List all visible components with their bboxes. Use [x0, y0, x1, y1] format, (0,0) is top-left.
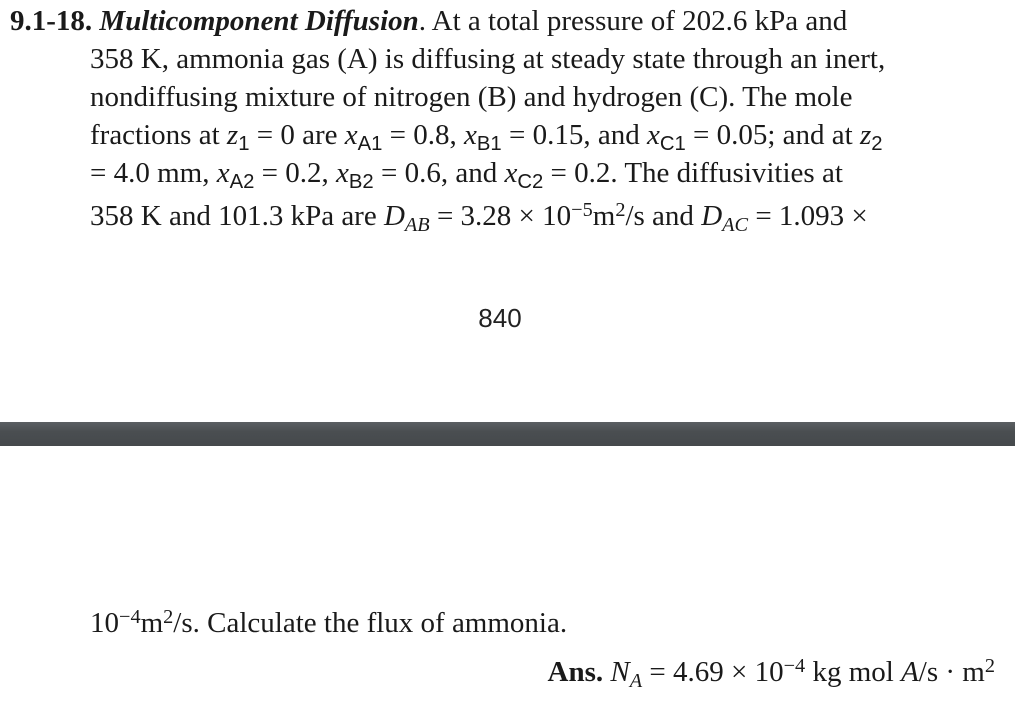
text-run: = 1.093 × — [748, 200, 868, 232]
subscript: B1 — [476, 133, 502, 156]
subscript: A1 — [357, 133, 383, 156]
text-run: = 0 are — [249, 119, 345, 151]
problem-line-6 — [10, 192, 1000, 240]
text-run: 358 K and 101.3 kPa are — [90, 200, 384, 232]
problem-line-3: nondiffusing mixture of nitrogen (B) and hydrogen (C). The mole — [90, 81, 853, 113]
text-run: = 0.15, and — [501, 119, 647, 151]
subscript: AB — [404, 214, 430, 237]
continuation-line — [90, 607, 567, 640]
exponent: −4 — [119, 605, 141, 628]
problem-line-2: 358 K, ammonia gas (A) is diffusing at steady state through an inert, — [90, 43, 886, 75]
problem-title: Multicomponent Diffusion — [99, 5, 419, 37]
subscript: B2 — [348, 171, 374, 194]
var-x: x — [504, 157, 518, 189]
text-run: = 0.05; and at — [685, 119, 860, 151]
problem-line-1-text: . At a total pressure of 202.6 kPa and — [418, 5, 848, 37]
text-run: /s · m — [918, 656, 985, 688]
var-x: x — [344, 119, 358, 151]
text-run: m — [592, 200, 616, 232]
problem-line-1 — [10, 2, 1000, 40]
subscript: C1 — [659, 133, 686, 156]
var-z: z — [859, 119, 872, 151]
answer-label: Ans. — [547, 656, 604, 688]
text-run: 10 — [90, 607, 119, 639]
page-break-bar — [0, 422, 1015, 446]
subscript: C2 — [517, 171, 544, 194]
text-run: = 4.69 × 10 — [642, 656, 784, 688]
text-run: = 0.8, — [382, 119, 465, 151]
subscript: 1 — [238, 133, 250, 156]
text-run: = 4.0 mm, — [90, 157, 217, 189]
text-run: m — [140, 607, 164, 639]
exponent: 2 — [615, 198, 626, 221]
problem-statement — [10, 2, 1000, 240]
text-run: = 0.2, — [254, 157, 337, 189]
var-d: D — [383, 200, 405, 232]
var-n: N — [610, 656, 630, 688]
page-number: 840 — [478, 303, 522, 333]
var-x: x — [646, 119, 660, 151]
var-x: x — [216, 157, 230, 189]
var-x: x — [336, 157, 349, 189]
subscript: AC — [722, 214, 749, 237]
subscript: A2 — [229, 171, 255, 194]
exponent: −5 — [571, 198, 593, 221]
var-x: x — [464, 119, 477, 151]
text-run: kg mol — [805, 656, 902, 688]
text-run: = 0.6, and — [373, 157, 505, 189]
problem-line-4 — [10, 116, 1000, 154]
var-d: D — [701, 200, 723, 232]
subscript: 2 — [871, 133, 883, 156]
var-a: A — [901, 656, 919, 688]
subscript: A — [629, 670, 643, 693]
answer-line — [547, 654, 995, 693]
text-run: /s. Calculate the flux of ammonia. — [173, 607, 568, 639]
problem-line-5 — [10, 154, 1000, 192]
text-run: fractions at — [90, 119, 227, 151]
text-run: = 3.28 × 10 — [429, 200, 572, 232]
exponent: −4 — [783, 654, 806, 677]
exponent: 2 — [984, 654, 995, 677]
var-z: z — [226, 119, 239, 151]
exponent: 2 — [163, 605, 174, 628]
text-run: /s and — [625, 200, 702, 232]
text-run: = 0.2. The diffusivities at — [543, 157, 843, 189]
problem-number: 9.1-18. — [10, 5, 93, 37]
